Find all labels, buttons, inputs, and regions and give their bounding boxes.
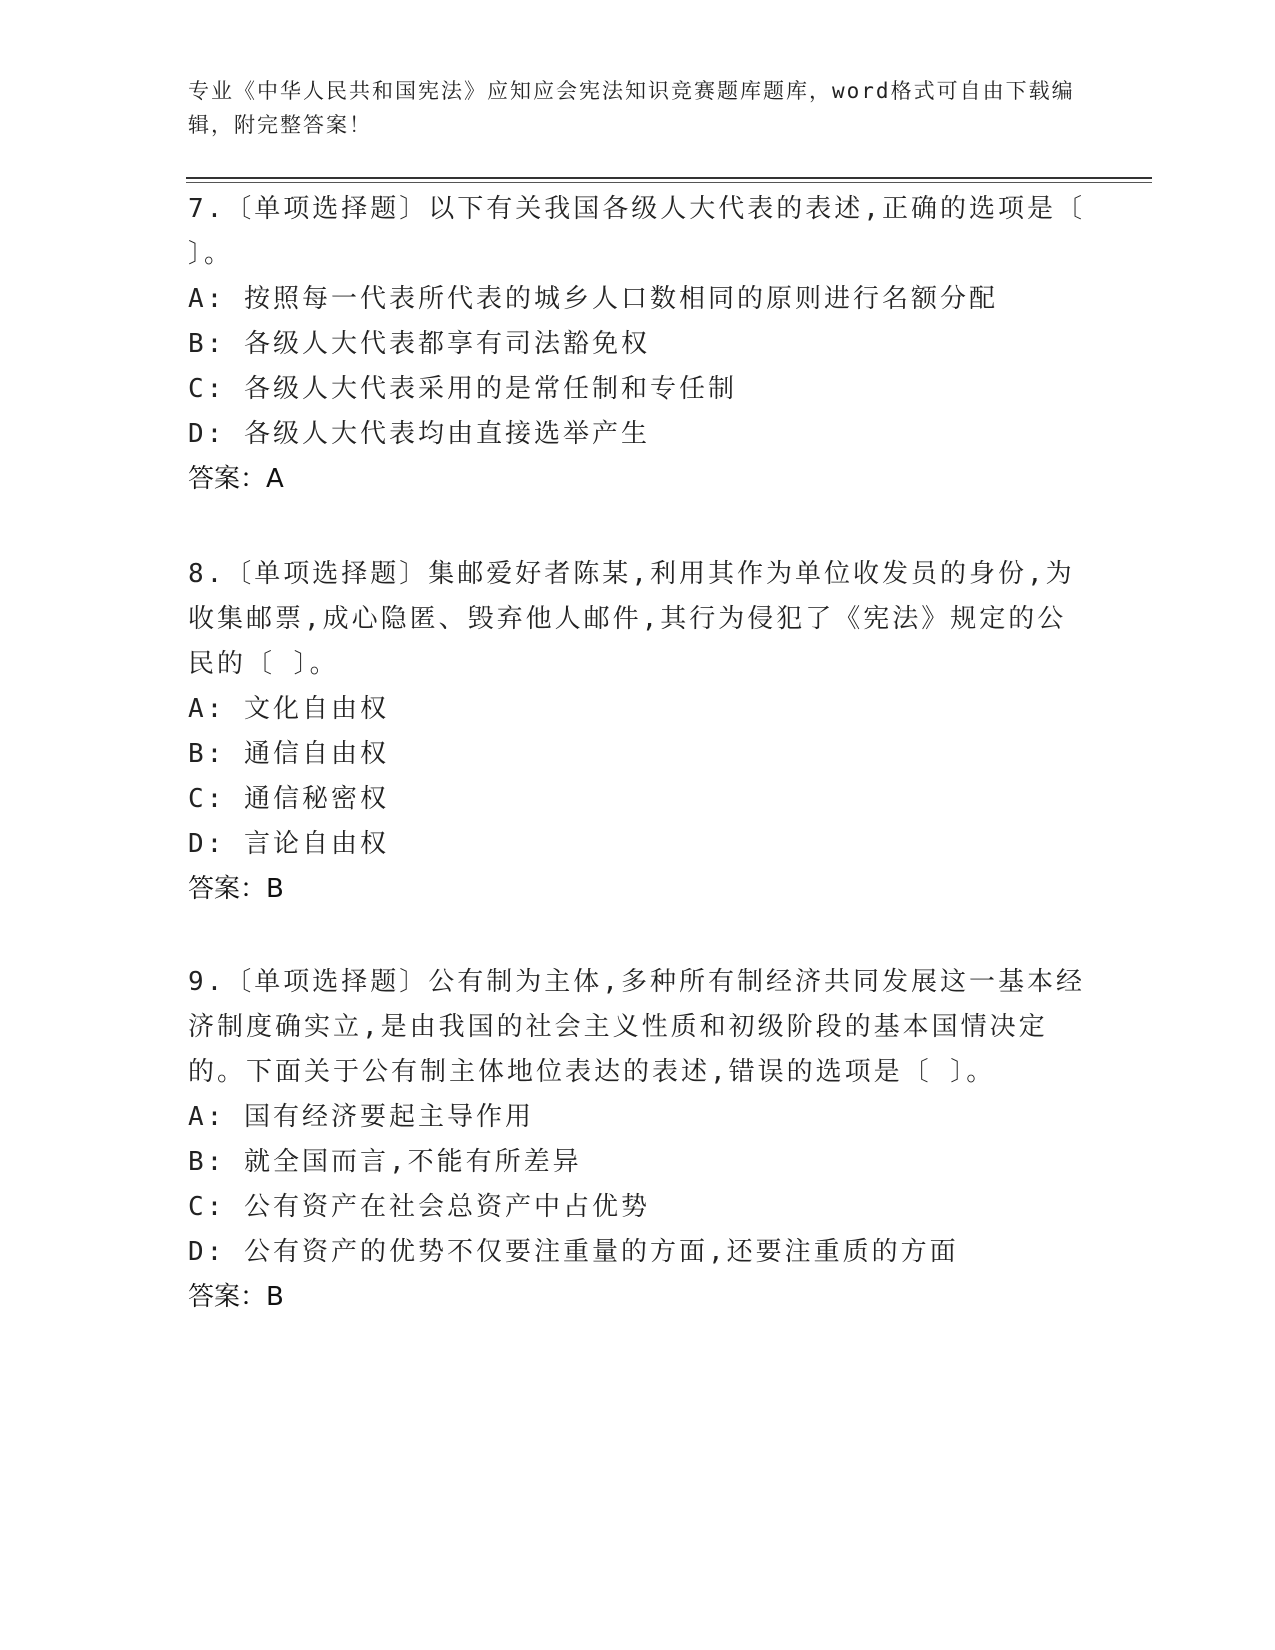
option-a: A: 文化自由权 <box>188 694 389 724</box>
answer-label: 答案：A <box>188 464 284 494</box>
option-d: D: 公有资产的优势不仅要注重量的方面,还要注重质的方面 <box>188 1237 959 1267</box>
option-a: A: 按照每一代表所代表的城乡人口数相同的原则进行名额分配 <box>188 284 998 314</box>
question-stem: 7.〔单项选择题〕以下有关我国各级人大代表的表述,正确的选项是〔 〕。 <box>188 194 1085 269</box>
option-a: A: 国有经济要起主导作用 <box>188 1102 534 1132</box>
option-c: C: 各级人大代表采用的是常任制和专任制 <box>188 374 737 404</box>
question-9 <box>188 960 1088 1320</box>
option-b: B: 通信自由权 <box>188 739 389 769</box>
question-8 <box>188 552 1088 912</box>
question-stem: 9.〔单项选择题〕公有制为主体,多种所有制经济共同发展这一基本经济制度确实立,是由我国的社会主义性质和初级阶段的基本国情决定的。下面关于公有制主体地位表达的表述,错误的选项是〔 〕。 <box>188 967 1085 1087</box>
option-d: D: 各级人大代表均由直接选举产生 <box>188 419 650 449</box>
document-header: 专业《中华人民共和国宪法》应知应会宪法知识竞赛题库题库，word格式可自由下载编辑，附完整答案！ <box>188 79 1075 137</box>
answer-label: 答案：B <box>188 1282 284 1312</box>
option-b: B: 就全国而言,不能有所差异 <box>188 1147 582 1177</box>
header-divider-thin <box>186 182 1152 183</box>
question-7 <box>188 187 1088 502</box>
option-c: C: 公有资产在社会总资产中占优势 <box>188 1192 650 1222</box>
answer-label: 答案：B <box>188 874 284 904</box>
question-stem: 8.〔单项选择题〕集邮爱好者陈某,利用其作为单位收发员的身份,为收集邮票,成心隐匿、毁弃他人邮件,其行为侵犯了《宪法》规定的公民的〔 〕。 <box>188 559 1075 679</box>
option-c: C: 通信秘密权 <box>188 784 389 814</box>
header-divider-thick <box>186 177 1152 179</box>
option-d: D: 言论自由权 <box>188 829 389 859</box>
option-b: B: 各级人大代表都享有司法豁免权 <box>188 329 650 359</box>
